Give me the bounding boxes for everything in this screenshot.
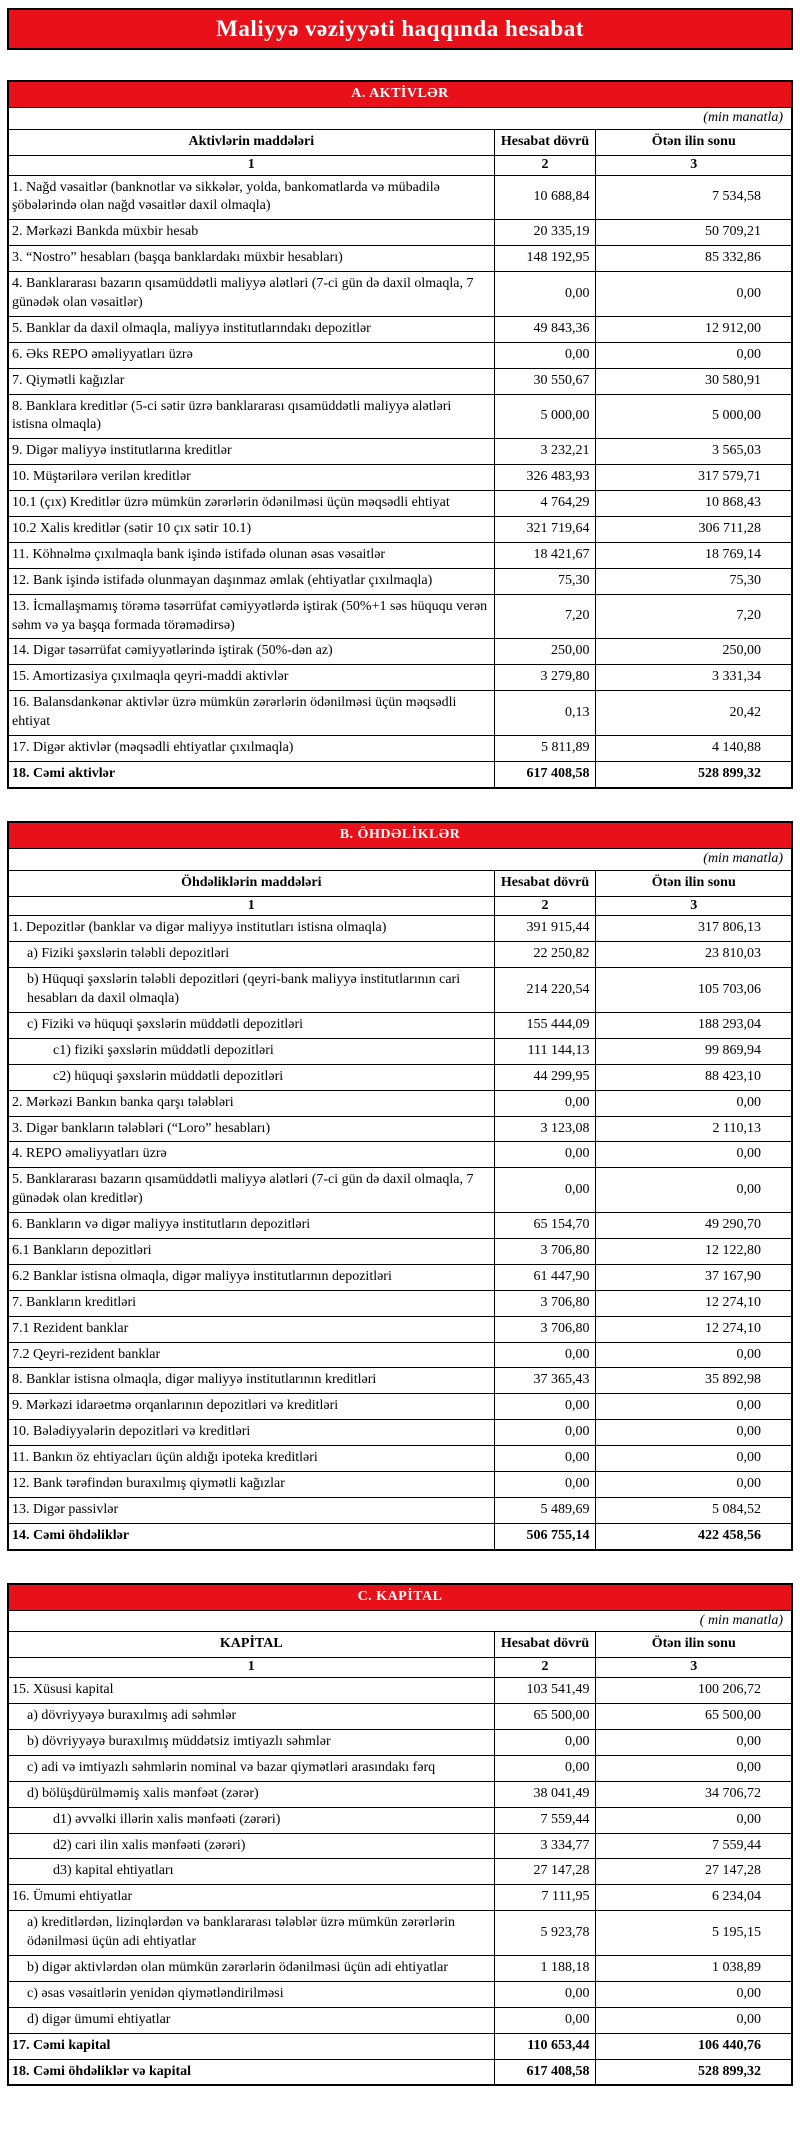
row-label: 7.1 Rezident banklar	[8, 1316, 494, 1342]
row-label: 15. Xüsusi kapital	[8, 1678, 494, 1704]
table-row	[8, 1678, 792, 1704]
table-row	[8, 1394, 792, 1420]
row-label: 7.2 Qeyri-rezident banklar	[8, 1342, 494, 1368]
table-row	[8, 1090, 792, 1116]
row-value-current: 0,00	[494, 1420, 596, 1446]
row-value-current: 5 811,89	[494, 736, 596, 762]
row-value-previous: 0,00	[596, 272, 792, 317]
column-header-items: Öhdəliklərin maddələri	[8, 870, 494, 896]
section-assets	[7, 80, 793, 789]
row-value-current: 65 500,00	[494, 1704, 596, 1730]
row-value-previous: 105 703,06	[596, 968, 792, 1013]
row-value-previous: 34 706,72	[596, 1781, 792, 1807]
row-label: 10. Bələdiyyələrin depozitləri və kreditləri	[8, 1420, 494, 1446]
row-value-previous: 30 580,91	[596, 368, 792, 394]
row-label: b) digər aktivlərdən olan mümkün zərərlərin ödənilməsi üçün adi ehtiyatlar	[8, 1956, 494, 1982]
section-header-row	[8, 81, 792, 107]
table-row	[8, 1290, 792, 1316]
row-label: c) adi və imtiyazlı səhmlərin nominal və bazar qiymətləri arasındakı fərq	[8, 1755, 494, 1781]
section-header-assets: A. AKTİVLƏR	[8, 81, 792, 107]
row-value-previous: 0,00	[596, 342, 792, 368]
row-value-previous: 50 709,21	[596, 220, 792, 246]
row-value-current: 103 541,49	[494, 1678, 596, 1704]
column-number-row	[8, 1658, 792, 1678]
row-value-previous: 12 122,80	[596, 1238, 792, 1264]
table-row	[8, 439, 792, 465]
column-number-1: 1	[8, 155, 494, 175]
column-number-1: 1	[8, 1658, 494, 1678]
row-value-previous: 5 195,15	[596, 1911, 792, 1956]
row-label: a) kreditlərdən, lizinqlərdən və banklararası tələblər üzrə mümkün zərərlərin ödənilməsi üçün adi ehtiyatlar	[8, 1911, 494, 1956]
row-value-current: 148 192,95	[494, 246, 596, 272]
row-value-current: 5 923,78	[494, 1911, 596, 1956]
table-row	[8, 639, 792, 665]
row-label: 17. Cəmi kapital	[8, 2033, 494, 2059]
row-label: 10. Müştərilərə verilən kreditlər	[8, 465, 494, 491]
row-value-current: 3 279,80	[494, 665, 596, 691]
column-header-current-period: Hesabat dövrü	[494, 129, 596, 155]
row-value-previous: 0,00	[596, 1394, 792, 1420]
row-value-previous: 5 000,00	[596, 394, 792, 439]
table-row	[8, 517, 792, 543]
row-label: 14. Cəmi öhdəliklər	[8, 1523, 494, 1549]
table-row	[8, 1911, 792, 1956]
row-value-previous: 100 206,72	[596, 1678, 792, 1704]
table-row	[8, 691, 792, 736]
table-row	[8, 1497, 792, 1523]
row-value-current: 75,30	[494, 568, 596, 594]
row-value-previous: 0,00	[596, 1446, 792, 1472]
row-value-previous: 0,00	[596, 1090, 792, 1116]
row-label: 11. Bankın öz ehtiyacları üçün aldığı ipoteka kreditləri	[8, 1446, 494, 1472]
row-label: d3) kapital ehtiyatları	[8, 1859, 494, 1885]
column-number-3: 3	[596, 896, 792, 916]
row-label: b) Hüquqi şəxslərin tələbli depozitləri (qeyri-bank maliyyə institutlarının cari hesabları da daxil olmaqla)	[8, 968, 494, 1013]
row-value-previous: 7,20	[596, 594, 792, 639]
row-label: 13. İcmallaşmamış törəmə təsərrüfat cəmiyyətlərdə iştirak (50%+1 səs hüququ verən səhm və ya başqa formada törəmədirsə)	[8, 594, 494, 639]
table-row	[8, 942, 792, 968]
row-value-current: 326 483,93	[494, 465, 596, 491]
row-value-previous: 99 869,94	[596, 1038, 792, 1064]
row-value-current: 4 764,29	[494, 491, 596, 517]
row-value-current: 0,00	[494, 1471, 596, 1497]
table-row	[8, 1116, 792, 1142]
row-label: 18. Cəmi öhdəliklər və kapital	[8, 2059, 494, 2085]
row-value-previous: 7 534,58	[596, 175, 792, 220]
row-label: b) dövriyyəyə buraxılmış müddətsiz imtiyazlı səhmlər	[8, 1730, 494, 1756]
row-label: 4. Banklararası bazarın qısamüddətli maliyyə alətləri (7-ci gün də daxil olmaqla, 7 günədək olan vəsaitlər)	[8, 272, 494, 317]
row-value-current: 27 147,28	[494, 1859, 596, 1885]
row-value-previous: 12 912,00	[596, 316, 792, 342]
column-header-row	[8, 129, 792, 155]
table-row	[8, 1833, 792, 1859]
table-row	[8, 1981, 792, 2007]
row-value-current: 110 653,44	[494, 2033, 596, 2059]
table-row	[8, 220, 792, 246]
table-row	[8, 1064, 792, 1090]
row-value-previous: 3 565,03	[596, 439, 792, 465]
table-row	[8, 542, 792, 568]
table-row	[8, 1781, 792, 1807]
table-row	[8, 246, 792, 272]
row-label: d) bölüşdürülməmiş xalis mənfəət (zərər)	[8, 1781, 494, 1807]
table-row	[8, 568, 792, 594]
row-value-current: 0,00	[494, 1981, 596, 2007]
row-value-previous: 23 810,03	[596, 942, 792, 968]
row-value-current: 0,00	[494, 272, 596, 317]
row-value-previous: 0,00	[596, 1981, 792, 2007]
row-value-previous: 10 868,43	[596, 491, 792, 517]
table-row	[8, 175, 792, 220]
unit-note: ( min manatla)	[8, 1610, 792, 1632]
row-value-previous: 317 579,71	[596, 465, 792, 491]
row-value-previous: 528 899,32	[596, 761, 792, 787]
column-header-previous-year: Ötən ilin sonu	[596, 1632, 792, 1658]
table-row	[8, 1956, 792, 1982]
row-value-current: 3 334,77	[494, 1833, 596, 1859]
row-value-previous: 1 038,89	[596, 1956, 792, 1982]
row-value-current: 0,00	[494, 1730, 596, 1756]
row-label: 6. Əks REPO əməliyyatları üzrə	[8, 342, 494, 368]
row-value-previous: 0,00	[596, 1471, 792, 1497]
table-row	[8, 761, 792, 787]
row-label: 3. “Nostro” hesabları (başqa banklardakı müxbir hesabları)	[8, 246, 494, 272]
column-number-2: 2	[494, 1658, 596, 1678]
row-value-current: 391 915,44	[494, 916, 596, 942]
row-value-current: 0,00	[494, 1342, 596, 1368]
row-label: a) Fiziki şəxslərin tələbli depozitləri	[8, 942, 494, 968]
table-row	[8, 316, 792, 342]
row-value-current: 22 250,82	[494, 942, 596, 968]
table-row	[8, 1342, 792, 1368]
row-value-current: 30 550,67	[494, 368, 596, 394]
row-label: 13. Digər passivlər	[8, 1497, 494, 1523]
row-value-previous: 2 110,13	[596, 1116, 792, 1142]
row-value-current: 506 755,14	[494, 1523, 596, 1549]
row-label: 4. REPO əməliyyatları üzrə	[8, 1142, 494, 1168]
table-row	[8, 342, 792, 368]
row-value-previous: 37 167,90	[596, 1264, 792, 1290]
table-row	[8, 1471, 792, 1497]
row-value-current: 617 408,58	[494, 2059, 596, 2085]
column-header-items: KAPİTAL	[8, 1632, 494, 1658]
row-value-previous: 4 140,88	[596, 736, 792, 762]
row-value-current: 3 706,80	[494, 1316, 596, 1342]
row-label: 5. Banklar da daxil olmaqla, maliyyə institutlarındakı depozitlər	[8, 316, 494, 342]
table-row	[8, 394, 792, 439]
row-label: c1) fiziki şəxslərin müddətli depozitləri	[8, 1038, 494, 1064]
table-row	[8, 1368, 792, 1394]
row-value-previous: 35 892,98	[596, 1368, 792, 1394]
column-header-previous-year: Ötən ilin sonu	[596, 870, 792, 896]
column-number-2: 2	[494, 896, 596, 916]
column-number-3: 3	[596, 1658, 792, 1678]
table-row	[8, 1755, 792, 1781]
row-label: 5. Banklararası bazarın qısamüddətli maliyyə alətləri (7-ci gün də daxil olmaqla, 7 günədək olan kreditlər)	[8, 1168, 494, 1213]
row-value-previous: 106 440,76	[596, 2033, 792, 2059]
unit-note: (min manatla)	[8, 848, 792, 870]
assets-table-body	[8, 175, 792, 788]
column-header-items: Aktivlərin maddələri	[8, 129, 494, 155]
row-value-current: 0,00	[494, 1168, 596, 1213]
row-label: 6.1 Bankların depozitləri	[8, 1238, 494, 1264]
row-value-previous: 20,42	[596, 691, 792, 736]
row-value-previous: 12 274,10	[596, 1290, 792, 1316]
row-value-previous: 3 331,34	[596, 665, 792, 691]
table-row	[8, 1859, 792, 1885]
row-label: 6.2 Banklar istisna olmaqla, digər maliyyə institutlarının depozitləri	[8, 1264, 494, 1290]
capital-table	[7, 1583, 793, 2087]
table-row	[8, 1523, 792, 1549]
table-row	[8, 1316, 792, 1342]
row-label: 2. Mərkəzi Bankda müxbir hesab	[8, 220, 494, 246]
row-value-previous: 528 899,32	[596, 2059, 792, 2085]
row-value-current: 5 489,69	[494, 1497, 596, 1523]
row-label: 1. Nağd vəsaitlər (banknotlar və sikkələr, yolda, bankomatlarda və mübadilə şöbələrində olan nağd vəsaitlər daxil olmaqla)	[8, 175, 494, 220]
table-row	[8, 916, 792, 942]
row-value-current: 0,00	[494, 1446, 596, 1472]
row-value-previous: 75,30	[596, 568, 792, 594]
row-value-current: 0,13	[494, 691, 596, 736]
row-value-current: 3 706,80	[494, 1238, 596, 1264]
row-value-current: 0,00	[494, 1090, 596, 1116]
row-value-current: 7,20	[494, 594, 596, 639]
row-value-current: 5 000,00	[494, 394, 596, 439]
row-value-previous: 88 423,10	[596, 1064, 792, 1090]
row-label: 10.2 Xalis kreditlər (sətir 10 çıx sətir 10.1)	[8, 517, 494, 543]
table-row	[8, 1142, 792, 1168]
table-row	[8, 2007, 792, 2033]
row-value-current: 321 719,64	[494, 517, 596, 543]
table-row	[8, 1213, 792, 1239]
column-number-2: 2	[494, 155, 596, 175]
row-value-current: 0,00	[494, 1755, 596, 1781]
table-row	[8, 1264, 792, 1290]
row-label: 7. Qiymətli kağızlar	[8, 368, 494, 394]
column-header-current-period: Hesabat dövrü	[494, 870, 596, 896]
row-value-current: 49 843,36	[494, 316, 596, 342]
row-label: 1. Depozitlər (banklar və digər maliyyə institutları istisna olmaqla)	[8, 916, 494, 942]
table-row	[8, 272, 792, 317]
row-label: 9. Digər maliyyə institutlarına kreditlər	[8, 439, 494, 465]
report-title: Maliyyə vəziyyəti haqqında hesabat	[7, 8, 793, 50]
section-header-capital: C. KAPİTAL	[8, 1584, 792, 1610]
row-value-previous: 250,00	[596, 639, 792, 665]
column-number-3: 3	[596, 155, 792, 175]
row-value-previous: 5 084,52	[596, 1497, 792, 1523]
row-label: 9. Mərkəzi idarəetmə orqanlarının depozitləri və kreditləri	[8, 1394, 494, 1420]
row-value-current: 38 041,49	[494, 1781, 596, 1807]
row-label: a) dövriyyəyə buraxılmış adi səhmlər	[8, 1704, 494, 1730]
row-value-previous: 306 711,28	[596, 517, 792, 543]
section-header-liabilities: B. ÖHDƏLİKLƏR	[8, 822, 792, 848]
row-value-previous: 7 559,44	[596, 1833, 792, 1859]
row-label: 10.1 (çıx) Kreditlər üzrə mümkün zərərlərin ödənilməsi üçün məqsədli ehtiyat	[8, 491, 494, 517]
table-row	[8, 2033, 792, 2059]
row-value-current: 10 688,84	[494, 175, 596, 220]
row-label: 3. Digər bankların tələbləri (“Loro” hesabları)	[8, 1116, 494, 1142]
table-row	[8, 1238, 792, 1264]
row-value-previous: 0,00	[596, 1755, 792, 1781]
row-label: 12. Bank işində istifadə olunmayan daşınmaz əmlak (ehtiyatlar çıxılmaqla)	[8, 568, 494, 594]
table-row	[8, 1038, 792, 1064]
row-value-previous: 85 332,86	[596, 246, 792, 272]
row-label: d) digər ümumi ehtiyatlar	[8, 2007, 494, 2033]
row-value-previous: 0,00	[596, 1420, 792, 1446]
row-value-previous: 12 274,10	[596, 1316, 792, 1342]
capital-table-body	[8, 1678, 792, 2086]
row-label: 12. Bank tərəfindən buraxılmış qiymətli kağızlar	[8, 1471, 494, 1497]
row-value-current: 3 232,21	[494, 439, 596, 465]
row-value-current: 0,00	[494, 1142, 596, 1168]
table-row	[8, 1730, 792, 1756]
column-header-current-period: Hesabat dövrü	[494, 1632, 596, 1658]
unit-note-row	[8, 848, 792, 870]
table-row	[8, 2059, 792, 2085]
section-header-row	[8, 822, 792, 848]
table-row	[8, 465, 792, 491]
row-label: 16. Balansdankənar aktivlər üzrə mümkün zərərlərin ödənilməsi üçün məqsədli ehtiyat	[8, 691, 494, 736]
row-label: 17. Digər aktivlər (məqsədli ehtiyatlar çıxılmaqla)	[8, 736, 494, 762]
row-value-previous: 0,00	[596, 1807, 792, 1833]
row-value-current: 0,00	[494, 2007, 596, 2033]
row-value-previous: 18 769,14	[596, 542, 792, 568]
row-value-current: 20 335,19	[494, 220, 596, 246]
table-row	[8, 1704, 792, 1730]
row-label: 6. Bankların və digər maliyyə institutların depozitləri	[8, 1213, 494, 1239]
row-label: 16. Ümumi ehtiyatlar	[8, 1885, 494, 1911]
column-number-row	[8, 896, 792, 916]
row-value-current: 617 408,58	[494, 761, 596, 787]
row-value-current: 61 447,90	[494, 1264, 596, 1290]
table-row	[8, 665, 792, 691]
row-value-current: 250,00	[494, 639, 596, 665]
table-row	[8, 968, 792, 1013]
column-number-row	[8, 155, 792, 175]
table-row	[8, 368, 792, 394]
row-value-previous: 0,00	[596, 1168, 792, 1213]
table-row	[8, 1420, 792, 1446]
assets-table	[7, 80, 793, 789]
liabilities-table-body	[8, 916, 792, 1550]
row-value-current: 111 144,13	[494, 1038, 596, 1064]
liabilities-table	[7, 821, 793, 1551]
row-label: 8. Banklara kreditlər (5-ci sətir üzrə banklararası qısamüddətli maliyyə alətləri istisna olmaqla)	[8, 394, 494, 439]
row-value-previous: 0,00	[596, 1730, 792, 1756]
row-value-previous: 6 234,04	[596, 1885, 792, 1911]
row-label: d2) cari ilin xalis mənfəəti (zərəri)	[8, 1833, 494, 1859]
row-value-current: 37 365,43	[494, 1368, 596, 1394]
table-row	[8, 1012, 792, 1038]
table-row	[8, 594, 792, 639]
row-value-current: 7 559,44	[494, 1807, 596, 1833]
row-value-previous: 27 147,28	[596, 1859, 792, 1885]
table-row	[8, 1446, 792, 1472]
row-value-previous: 65 500,00	[596, 1704, 792, 1730]
table-row	[8, 1885, 792, 1911]
row-label: 7. Bankların kreditləri	[8, 1290, 494, 1316]
row-label: 15. Amortizasiya çıxılmaqla qeyri-maddi aktivlər	[8, 665, 494, 691]
row-label: 14. Digər təsərrüfat cəmiyyətlərində iştirak (50%-dən az)	[8, 639, 494, 665]
row-value-current: 18 421,67	[494, 542, 596, 568]
row-value-previous: 49 290,70	[596, 1213, 792, 1239]
column-header-previous-year: Ötən ilin sonu	[596, 129, 792, 155]
column-number-1: 1	[8, 896, 494, 916]
row-value-current: 1 188,18	[494, 1956, 596, 1982]
row-value-current: 3 706,80	[494, 1290, 596, 1316]
table-row	[8, 1807, 792, 1833]
column-header-row	[8, 1632, 792, 1658]
unit-note: (min manatla)	[8, 107, 792, 129]
row-value-previous: 188 293,04	[596, 1012, 792, 1038]
row-value-current: 155 444,09	[494, 1012, 596, 1038]
row-label: d1) əvvəlki illərin xalis mənfəəti (zərəri)	[8, 1807, 494, 1833]
row-value-current: 65 154,70	[494, 1213, 596, 1239]
column-header-row	[8, 870, 792, 896]
row-value-current: 0,00	[494, 342, 596, 368]
unit-note-row	[8, 107, 792, 129]
row-label: 18. Cəmi aktivlər	[8, 761, 494, 787]
row-value-current: 7 111,95	[494, 1885, 596, 1911]
row-value-current: 44 299,95	[494, 1064, 596, 1090]
section-liabilities	[7, 821, 793, 1551]
row-value-current: 3 123,08	[494, 1116, 596, 1142]
row-label: 8. Banklar istisna olmaqla, digər maliyyə institutlarının kreditləri	[8, 1368, 494, 1394]
section-capital	[7, 1583, 793, 2087]
row-label: c) Fiziki və hüquqi şəxslərin müddətli depozitləri	[8, 1012, 494, 1038]
table-row	[8, 1168, 792, 1213]
row-value-current: 214 220,54	[494, 968, 596, 1013]
section-header-row	[8, 1584, 792, 1610]
row-value-previous: 422 458,56	[596, 1523, 792, 1549]
row-label: c2) hüquqi şəxslərin müddətli depozitləri	[8, 1064, 494, 1090]
row-label: 11. Köhnəlmə çıxılmaqla bank işində istifadə olunan əsas vəsaitlər	[8, 542, 494, 568]
table-row	[8, 491, 792, 517]
row-value-previous: 0,00	[596, 1142, 792, 1168]
unit-note-row	[8, 1610, 792, 1632]
row-value-previous: 0,00	[596, 1342, 792, 1368]
row-label: 2. Mərkəzi Bankın banka qarşı tələbləri	[8, 1090, 494, 1116]
row-label: c) əsas vəsaitlərin yenidən qiymətləndirilməsi	[8, 1981, 494, 2007]
row-value-current: 0,00	[494, 1394, 596, 1420]
row-value-previous: 0,00	[596, 2007, 792, 2033]
row-value-previous: 317 806,13	[596, 916, 792, 942]
table-row	[8, 736, 792, 762]
